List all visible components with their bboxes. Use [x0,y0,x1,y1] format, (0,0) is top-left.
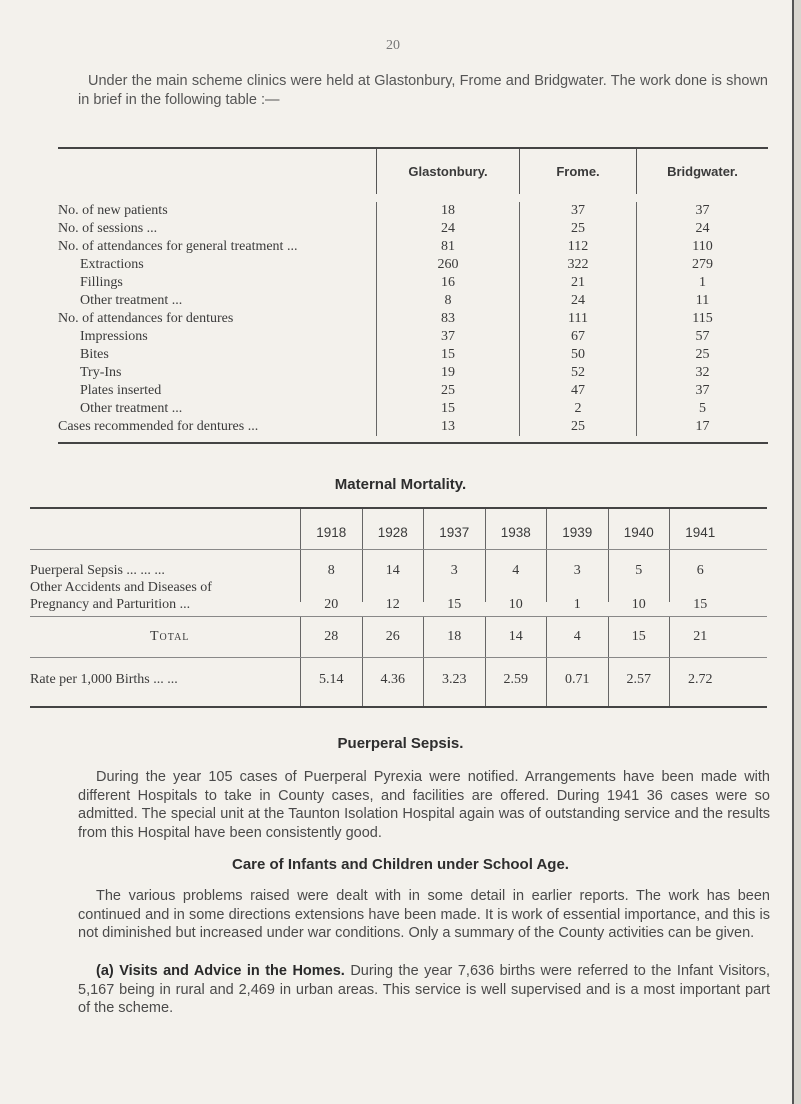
cell-value: 57 [636,328,768,346]
table-row [58,364,768,382]
row-label: Impressions [80,329,148,344]
col-header-frome: Frome. [519,149,636,194]
cell-value: 81 [376,238,519,256]
table-row [58,310,768,328]
cell-value: 112 [519,238,636,256]
cell-value: 17 [636,418,768,436]
cell-value: 24 [519,292,636,310]
sepsis-value: 8 [327,563,335,578]
accidents-value: 10 [508,597,523,612]
rate-row [30,657,767,706]
rate-value: 2.57 [608,658,670,706]
accidents-value: 15 [447,597,462,612]
puerperal-sepsis-label: Puerperal Sepsis ... ... ... [30,563,165,578]
row-label: Fillings [80,275,123,290]
cell-value: 19 [376,364,519,382]
table-row [58,256,768,274]
year-cell: 1918 [300,509,362,549]
sepsis-value: 4 [512,563,520,578]
year-cell: 1928 [362,509,424,549]
cell-value: 37 [636,202,768,220]
cell-value: 110 [636,238,768,256]
clinic-table [58,147,768,444]
sepsis-value: 3 [573,563,581,578]
row-label: No. of attendances for general treatment ... [58,239,298,254]
cell-value: 8 [376,292,519,310]
table-row [58,346,768,364]
cell-value: 18 [376,202,519,220]
table-row [58,292,768,310]
col-header-glastonbury: Glastonbury. [376,149,519,194]
total-value: 15 [608,617,670,657]
rate-value: 0.71 [546,658,608,706]
cell-value: 37 [636,382,768,400]
cell-value: 83 [376,310,519,328]
total-value: 26 [362,617,424,657]
accidents-value: 1 [573,597,581,612]
sepsis-text: During the year 105 cases of Puerperal Pyrexia were notified. Arrangements have been made with different Hospitals to take in County cases, and facilities are offered. During 1941 36 cases were so admitted. The special unit at the Taunton Isolation Hospital again was of outstanding service and the results from this Hospital have been consistently good. [78,769,770,841]
care-text: The various problems raised were dealt with in some detail in earlier reports. The work has been continued and in some directions extensions have been made. It is work of essential importance, and this is not diminished but increased under war conditions. Only a summary of the County activities can be given. [78,888,770,941]
row-label: No. of sessions ... [58,221,158,236]
rate-label: Rate per 1,000 Births ... ... [30,672,178,687]
cell-value: 279 [636,256,768,274]
total-row [30,616,767,657]
cell-value: 11 [636,292,768,310]
cell-value: 24 [636,220,768,238]
total-value: 14 [485,617,547,657]
cell-value: 21 [519,274,636,292]
rate-value: 2.59 [485,658,547,706]
cell-value: 13 [376,418,519,436]
accidents-value: 12 [385,597,400,612]
clinic-table-body [58,194,768,442]
care-paragraph [78,887,770,943]
col-header-bridgwater: Bridgwater. [636,149,768,194]
maternal-table [30,507,767,708]
cell-value: 5 [636,400,768,418]
total-label: Total [150,629,190,644]
total-value: 18 [423,617,485,657]
other-accidents-label-1: Other Accidents and Diseases of [30,580,212,595]
sepsis-value: 3 [450,563,458,578]
row-label: Bites [80,347,109,362]
total-value: 21 [669,617,731,657]
other-accidents-label-2: Pregnancy and Parturition ... [30,597,191,612]
visits-label: (a) Visits and Advice in the Homes. [96,963,345,979]
total-value: 4 [546,617,608,657]
row-label: Other treatment ... [80,293,183,308]
table-row [58,328,768,346]
cell-value: 32 [636,364,768,382]
rate-value: 5.14 [300,658,362,706]
visits-text: During the year 7,636 births were referred to the Infant Visitors, 5,167 being in rural and 2,469 in urban areas. This service is well supervised and is a most important part of the scheme. [78,963,770,1016]
year-header-row [30,509,767,549]
year-cell: 1939 [546,509,608,549]
row-label: No. of new patients [58,203,168,218]
cell-value: 1 [636,274,768,292]
cell-value: 52 [519,364,636,382]
table-row [58,400,768,418]
sepsis-accidents-rows [30,550,767,612]
accidents-value: 15 [693,597,708,612]
row-label: Cases recommended for dentures ... [58,419,259,434]
cell-value: 15 [376,400,519,418]
cell-value: 2 [519,400,636,418]
accidents-value: 20 [324,597,339,612]
cell-value: 24 [376,220,519,238]
row-label: Plates inserted [80,383,162,398]
row-label: Try-Ins [80,365,122,380]
intro-paragraph [78,72,768,110]
year-cell: 1940 [608,509,670,549]
care-of-infants-heading: Care of Infants and Children under School Age. [232,856,569,873]
year-cell: 1937 [423,509,485,549]
row-label: Other treatment ... [80,401,183,416]
total-value: 28 [300,617,362,657]
cell-value: 111 [519,310,636,328]
cell-value: 47 [519,382,636,400]
cell-value: 25 [519,220,636,238]
visits-paragraph [78,962,770,1018]
sepsis-paragraph [78,768,770,842]
cell-value: 25 [376,382,519,400]
rate-value: 3.23 [423,658,485,706]
intro-text: Under the main scheme clinics were held at Glastonbury, Frome and Bridgwater. The work done is shown in brief in the following table :— [78,73,768,108]
cell-value: 16 [376,274,519,292]
table-row [58,220,768,238]
cell-value: 25 [519,418,636,436]
rate-value: 4.36 [362,658,424,706]
cell-value: 50 [519,346,636,364]
maternal-mortality-heading: Maternal Mortality. [334,476,467,493]
rate-value: 2.72 [669,658,731,706]
year-cell: 1941 [669,509,731,549]
sepsis-value: 6 [696,563,704,578]
row-label: Extractions [80,257,144,272]
table-row [58,202,768,220]
table-row [58,274,768,292]
cell-value: 67 [519,328,636,346]
table-row [58,238,768,256]
cell-value: 15 [376,346,519,364]
clinic-table-header [58,149,768,194]
cell-value: 37 [376,328,519,346]
cell-value: 260 [376,256,519,274]
puerperal-sepsis-heading: Puerperal Sepsis. [337,735,464,752]
cell-value: 115 [636,310,768,328]
sepsis-value: 5 [635,563,643,578]
cell-value: 37 [519,202,636,220]
cell-value: 322 [519,256,636,274]
sepsis-value: 14 [385,563,400,578]
table-row [58,418,768,436]
page-edge [792,0,801,1104]
page-number: 20 [386,38,400,53]
table-row [58,382,768,400]
cell-value: 25 [636,346,768,364]
year-cell: 1938 [485,509,547,549]
accidents-value: 10 [631,597,646,612]
row-label: No. of attendances for dentures [58,311,234,326]
